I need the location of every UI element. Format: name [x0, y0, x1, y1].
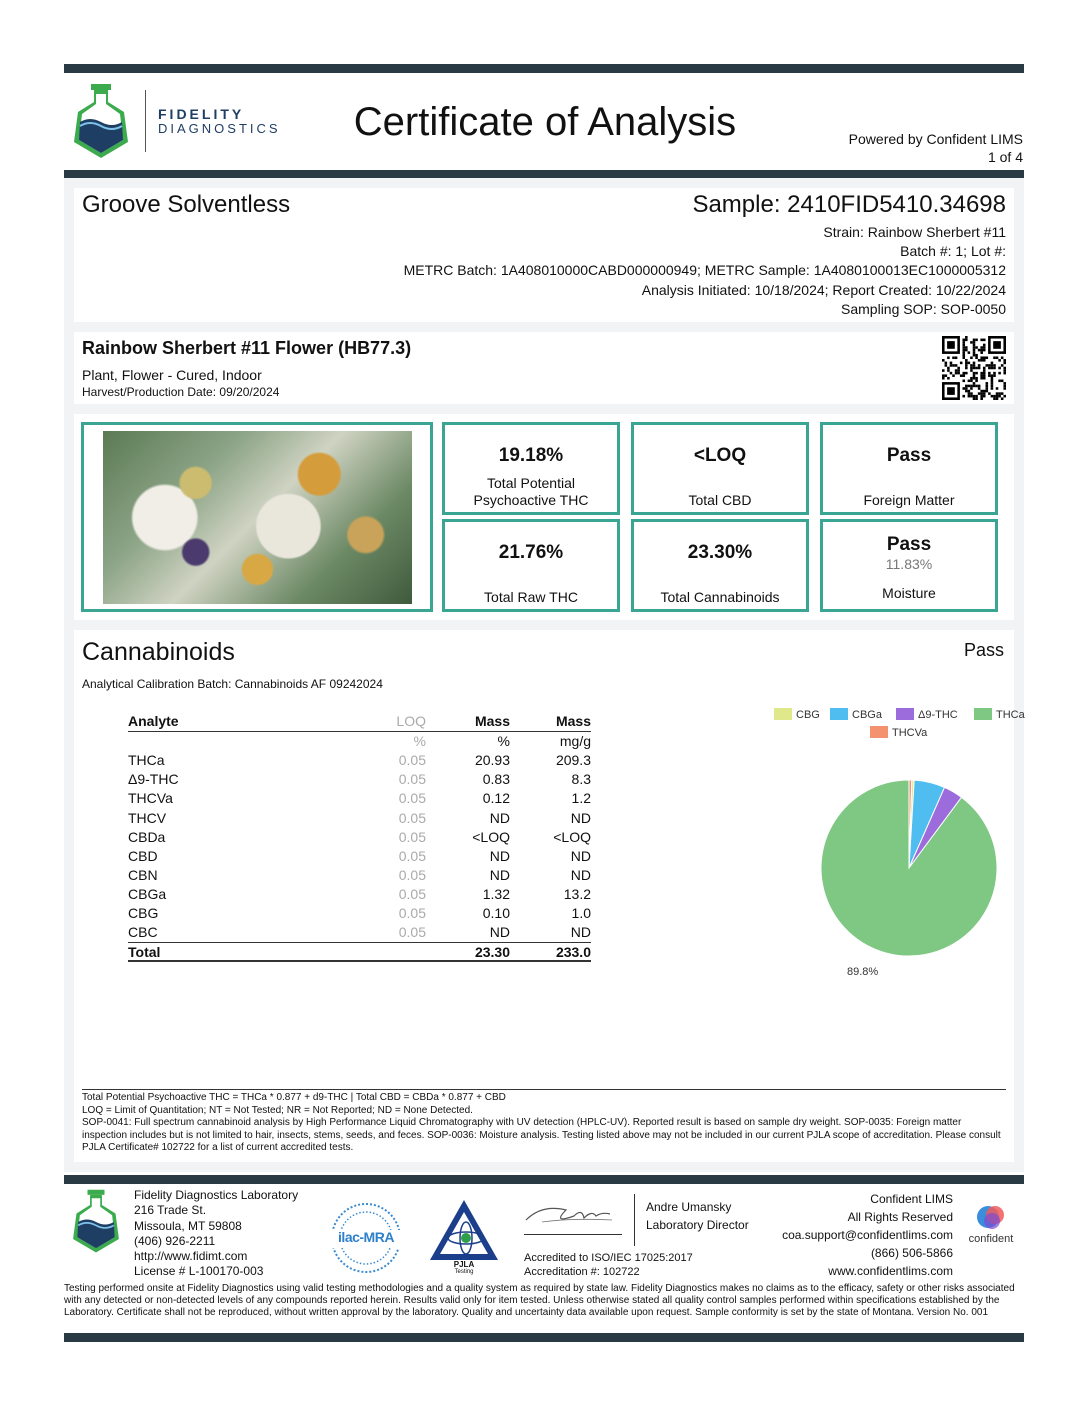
legend-swatch: [774, 708, 792, 720]
tile-value: Pass: [886, 445, 932, 466]
legend-item: [870, 726, 928, 739]
footnotes: [82, 1092, 1006, 1155]
mass-mg-cell: 13.2: [563, 886, 591, 903]
header-analyte: Analyte: [128, 713, 179, 730]
mass-pct-cell: 1.32: [482, 886, 510, 903]
analyte-cell: CBGa: [128, 886, 167, 903]
metrc-info: METRC Batch: 1A408010000CABD000000949; METRC Sample: 1A4080100013EC1000005312: [403, 262, 1006, 278]
tile-value: 19.18%: [498, 445, 564, 466]
calibration-batch: Analytical Calibration Batch: Cannabinoids AF 09242024: [82, 677, 383, 691]
legend-label: THCa: [996, 709, 1025, 721]
mass-mg-cell: ND: [570, 867, 591, 884]
confident-phone: (866) 506-5866: [870, 1246, 953, 1260]
logo-divider: [145, 90, 146, 152]
table-row: [128, 750, 591, 769]
lab-city: Missoula, MT 59808: [134, 1218, 242, 1233]
loq-cell: 0.05: [398, 924, 426, 941]
loq-cell: 0.05: [398, 847, 426, 864]
director-title: Laboratory Director: [646, 1218, 749, 1232]
confident-name: Confident LIMS: [870, 1192, 953, 1206]
unit-mass-pct: %: [497, 733, 510, 750]
header-mass-mg: Mass: [555, 713, 591, 730]
legend-swatch: [896, 708, 914, 720]
confident-logo-text: confident: [968, 1233, 1014, 1245]
mass-pct-cell: ND: [489, 809, 510, 826]
analysis-dates: Analysis Initiated: 10/18/2024; Report Created: 10/22/2024: [641, 282, 1006, 298]
legend-label: THCVa: [892, 727, 928, 739]
mass-pct-cell: <LOQ: [472, 828, 510, 845]
loq-cell: 0.05: [398, 886, 426, 903]
mass-pct-cell: 0.83: [482, 771, 510, 788]
loq-cell: 0.05: [398, 790, 426, 807]
signature-icon: [522, 1200, 622, 1230]
table-row: [128, 885, 591, 904]
tile-label: Total Raw THC: [484, 589, 578, 605]
product-panel: [74, 332, 1014, 404]
footer-top-bar: [64, 1175, 1024, 1184]
sample-id: Sample: 2410FID5410.34698: [692, 191, 1006, 218]
footnote-methods: SOP-0041: Full spectrum cannabinoid analysis by High Performance Liquid Chromatography with UV detection (HPLC-UV). Reported result is based on sample dry weight. SOP-0035: Foreign matter inspection includes but is not limited to hair, insects, stems, seeds, and feces. SOP-0036: Moisture analysis. Testing listed above may not be included in our current PJLA scope of accreditation. Please consult PJLA Certificate# 102722 for a list of current accredited tests.: [82, 1117, 1001, 1153]
tile-label: Total Potential Psychoactive THC: [473, 475, 589, 508]
footnote-formula: Total Potential Psychoactive THC = THCa * 0.877 + d9-THC | Total CBD = CBDa * 0.877 + CBD: [82, 1092, 506, 1103]
analyte-cell: CBC: [128, 924, 158, 941]
page-number: 1 of 4: [987, 149, 1023, 165]
harvest-date: Harvest/Production Date: 09/20/2024: [82, 385, 280, 399]
pjla-text: PJLA: [453, 1260, 475, 1269]
total-mass-mg: 233.0: [555, 943, 591, 960]
sample-photo-frame: [81, 422, 433, 612]
pjla-logo-icon: [426, 1198, 502, 1280]
loq-cell: 0.05: [398, 867, 426, 884]
mass-pct-cell: ND: [489, 924, 510, 941]
lab-website[interactable]: http://www.fidimt.com: [134, 1249, 248, 1264]
header-loq: LOQ: [396, 713, 426, 730]
lab-name: Fidelity Diagnostics Laboratory: [134, 1188, 299, 1202]
powered-by: Powered by Confident LIMS: [848, 131, 1023, 147]
summary-panel: [74, 414, 1014, 620]
tile-total-cbd: [631, 422, 809, 515]
footnote-rule: [82, 1089, 1006, 1090]
legend-item: [774, 708, 820, 721]
table-units-row: [128, 731, 591, 750]
loq-cell: 0.05: [398, 905, 426, 922]
disclaimer: Testing performed onsite at Fidelity Diagnostics using valid testing methodologies and a quality system as required by state law. Fidelity Diagnostics makes no claims as to the efficacy, safety or other risks associated with any detected or non-detected levels of any compounds reported herein. Results valid only for item tested. Unless otherwise stated all quality control samples performed within specifications established by the Laboratory. Certificate shall not be reproduced, without written approval by the laboratory. Quality and uncertainty data available upon request. Sample conformity is set by the state of Montana. Version No. 001: [64, 1283, 1015, 1318]
ilac-mra-logo-icon: [328, 1200, 404, 1276]
brand-subname: DIAGNOSTICS: [158, 121, 281, 136]
lab-street: 216 Trade St.: [134, 1203, 207, 1218]
total-mass-pct: 23.30: [474, 943, 510, 960]
table-row: [128, 827, 591, 846]
table-row: [128, 808, 591, 827]
cannabinoids-pie-chart: [680, 700, 1025, 980]
qr-code-icon: [942, 336, 1006, 400]
top-bar: [64, 64, 1024, 73]
mass-pct-cell: ND: [489, 847, 510, 864]
mass-pct-cell: 0.12: [482, 790, 510, 807]
tile-sub-value: 11.83%: [885, 556, 933, 572]
flask-logo-icon: [68, 1188, 124, 1256]
product-name: Rainbow Sherbert #11 Flower (HB77.3): [82, 338, 412, 358]
confident-info: [740, 1190, 953, 1280]
unit-mass-mg: mg/g: [559, 733, 591, 750]
pie-data-label: 89.8%: [846, 965, 879, 978]
mass-mg-cell: 209.3: [555, 751, 591, 768]
analyte-cell: THCa: [128, 751, 165, 768]
legend-swatch: [974, 708, 992, 720]
mass-mg-cell: ND: [570, 809, 591, 826]
table-row: [128, 923, 591, 942]
tile-label: Moisture: [882, 585, 936, 601]
batch-lot: Batch #: 1; Lot #:: [900, 243, 1006, 259]
table-row: [128, 789, 591, 808]
tile-total-potential-thc: [442, 422, 620, 515]
loq-cell: 0.05: [398, 751, 426, 768]
legend-label: CBG: [796, 709, 820, 721]
mass-mg-cell: 1.2: [571, 790, 591, 807]
mass-pct-cell: ND: [489, 867, 510, 884]
total-loq: [308, 942, 426, 961]
legend-item: [830, 708, 883, 721]
tile-value: <LOQ: [693, 445, 747, 466]
lab-phone: (406) 926-2211: [134, 1233, 216, 1248]
signature-line: [524, 1234, 622, 1235]
cannabinoids-result: Pass: [963, 640, 1004, 660]
loq-cell: 0.05: [398, 771, 426, 788]
table-header-row: [128, 712, 591, 731]
mass-pct-cell: 0.10: [482, 905, 510, 922]
mass-mg-cell: 1.0: [571, 905, 591, 922]
flask-logo-icon: [68, 82, 134, 162]
confident-website[interactable]: www.confidentlims.com: [828, 1264, 953, 1278]
legend-item: [896, 708, 958, 721]
table-row: [128, 904, 591, 923]
brand-name: FIDELITY: [158, 106, 245, 122]
cannabinoids-table-wrap: [128, 712, 591, 962]
mass-mg-cell: <LOQ: [553, 828, 591, 845]
client-panel: [74, 188, 1014, 322]
strain: Strain: Rainbow Sherbert #11: [823, 224, 1006, 240]
legend-item: [974, 708, 1026, 721]
table-row: [128, 846, 591, 865]
legend-swatch: [830, 708, 848, 720]
total-label: Total: [128, 943, 161, 960]
footnote-abbreviations: LOQ = Limit of Quantitation; NT = Not Tested; NR = Not Reported; ND = None Detected.: [82, 1104, 473, 1116]
mass-mg-cell: ND: [570, 924, 591, 941]
unit-analyte: [128, 731, 308, 750]
tile-foreign-matter: [820, 422, 998, 515]
sampling-sop: Sampling SOP: SOP-0050: [841, 301, 1006, 317]
loq-cell: 0.05: [398, 828, 426, 845]
loq-cell: 0.05: [398, 809, 426, 826]
tile-value: 23.30%: [687, 542, 753, 563]
lab-license: License # L-100170-003: [134, 1264, 264, 1279]
cannabinoids-table: [128, 712, 591, 962]
page-title: Certificate of Analysis: [353, 100, 737, 144]
tile-value: 21.76%: [498, 542, 564, 563]
mass-pct-cell: 20.93: [474, 751, 510, 768]
analyte-cell: CBD: [128, 847, 158, 864]
lab-address: [134, 1188, 298, 1280]
confident-rights: All Rights Reserved: [847, 1210, 953, 1224]
legend-label: CBGa: [852, 709, 882, 721]
cannabinoids-panel: [74, 630, 1025, 1162]
table-row: [128, 770, 591, 789]
cannabinoids-rows: [128, 750, 591, 942]
analyte-cell: Δ9-THC: [128, 771, 179, 788]
legend-swatch: [870, 726, 888, 738]
unit-loq: %: [413, 733, 426, 750]
client-name: Groove Solventless: [82, 191, 291, 218]
sample-photo: [103, 431, 412, 604]
table-total-row: [128, 942, 591, 961]
iso-accreditation: Accredited to ISO/IEC 17025:2017: [524, 1252, 693, 1264]
table-row: [128, 866, 591, 885]
product-type: Plant, Flower - Cured, Indoor: [82, 367, 262, 383]
analyte-cell: CBG: [128, 905, 159, 922]
header-mass-pct: Mass: [474, 713, 510, 730]
mass-mg-cell: ND: [570, 847, 591, 864]
mass-mg-cell: 8.3: [571, 771, 591, 788]
tile-label: Total CBD: [688, 492, 752, 508]
tile-total-raw-thc: [442, 519, 620, 612]
cannabinoids-title: Cannabinoids: [82, 638, 235, 666]
tile-value: Pass: [886, 534, 932, 555]
confident-email[interactable]: coa.support@confidentlims.com: [782, 1228, 953, 1242]
analyte-cell: THCV: [128, 809, 167, 826]
pjla-sub-text: Testing: [454, 1269, 474, 1275]
tile-moisture: [820, 519, 998, 612]
pie-slice: [821, 780, 997, 956]
tile-label: Foreign Matter: [863, 492, 955, 508]
signature-divider: [634, 1194, 635, 1246]
legend-label: Δ9-THC: [918, 709, 958, 721]
analyte-cell: CBN: [128, 867, 158, 884]
confident-logo-icon: [962, 1200, 1020, 1250]
director-name: Andre Umansky: [646, 1200, 732, 1214]
header-bottom-bar: [64, 170, 1024, 178]
tile-total-cannabinoids: [631, 519, 809, 612]
analyte-cell: THCVa: [128, 790, 173, 807]
ilac-mra-text: ilac-MRA: [338, 1229, 394, 1245]
tile-label: Total Cannabinoids: [660, 589, 780, 605]
accreditation-number: Accreditation #: 102722: [524, 1266, 640, 1278]
analyte-cell: CBDa: [128, 828, 166, 845]
bottom-bar: [64, 1333, 1024, 1342]
